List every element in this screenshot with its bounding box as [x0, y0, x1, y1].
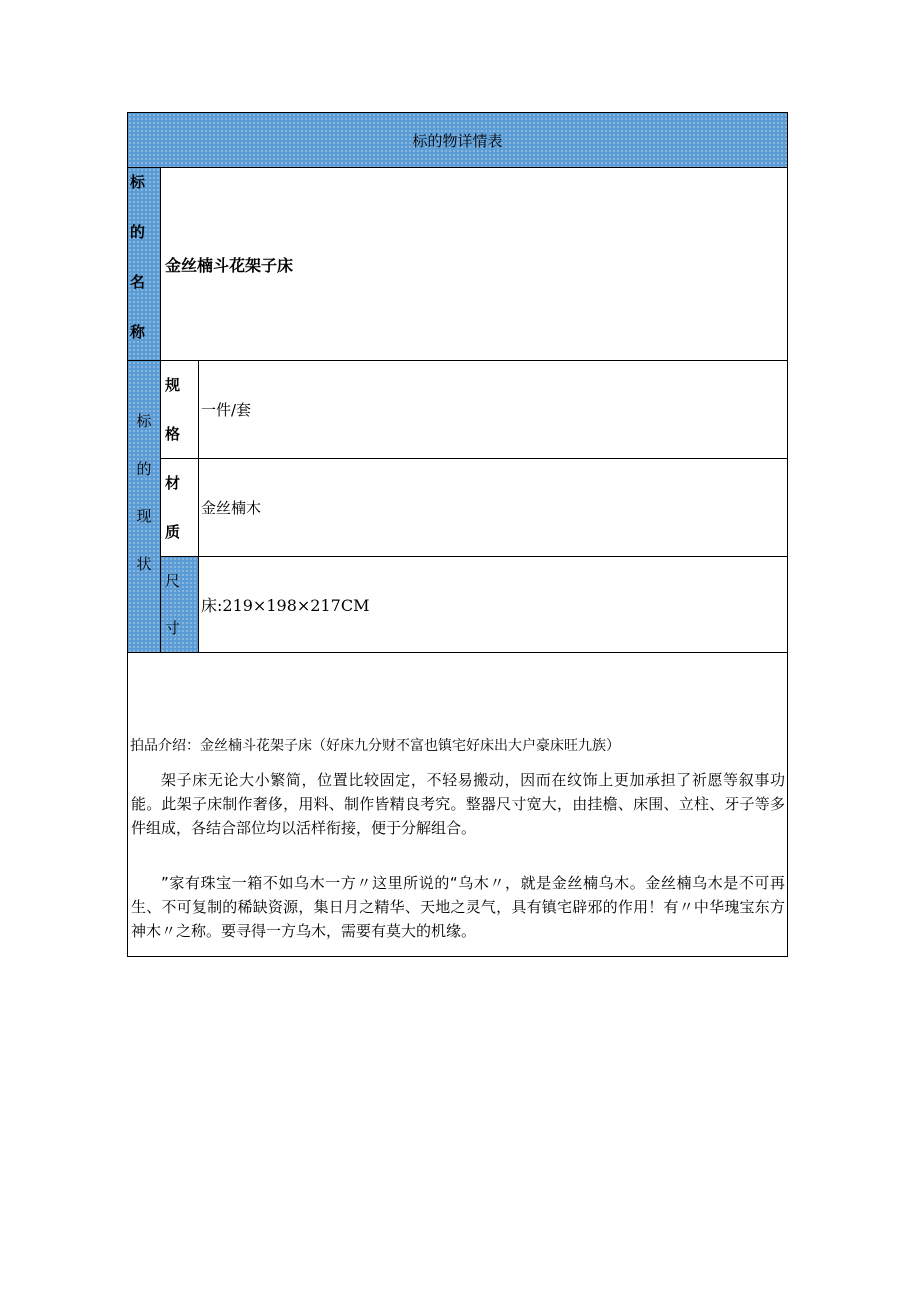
material-value-cell: 金丝楠木	[199, 459, 787, 557]
description-paragraph-1: 架子床无论大小繁简，位置比较固定，不轻易搬动，因而在纹饰上更加承担了祈愿等叙事功能。此架子床制作奢侈，用料、制作皆精良考究。整器尺寸宽大，由挂檐、床围、立柱、牙子等多件组成，各结合部位均以活样衔接，便于分解组合。	[131, 771, 785, 837]
description-paragraph-2: ”家有珠宝一箱不如乌木一方〃这里所说的“乌木〃，就是金丝楠乌木。金丝楠乌木是不可再生、不可复制的稀缺资源，集日月之精华、天地之灵气，具有镇宅辟邪的作用！有〃中华瑰宝东方神木〃之称。要寻得一方乌木，需要有莫大的机缘。	[131, 874, 785, 940]
spec-label-cell: 规 格	[161, 361, 199, 459]
name-value-cell: 金丝楠斗花架子床	[161, 168, 787, 361]
status-label-cell: 标 的 现 状	[128, 361, 161, 653]
size-value-cell: 床:219×198×217CM	[199, 557, 787, 653]
item-intro: 拍品介绍：金丝楠斗花架子床（好床九分财不富也镇宅好床出大户豪床旺九族）	[130, 738, 620, 754]
table-title: 标的物详情表	[128, 113, 787, 168]
spec-value-cell: 一件/套	[199, 361, 787, 459]
material-label-cell: 材 质	[161, 459, 199, 557]
name-label-cell: 标 的 名 称	[128, 168, 161, 361]
detail-table	[127, 112, 788, 957]
size-label-cell: 尺 寸	[161, 557, 199, 653]
